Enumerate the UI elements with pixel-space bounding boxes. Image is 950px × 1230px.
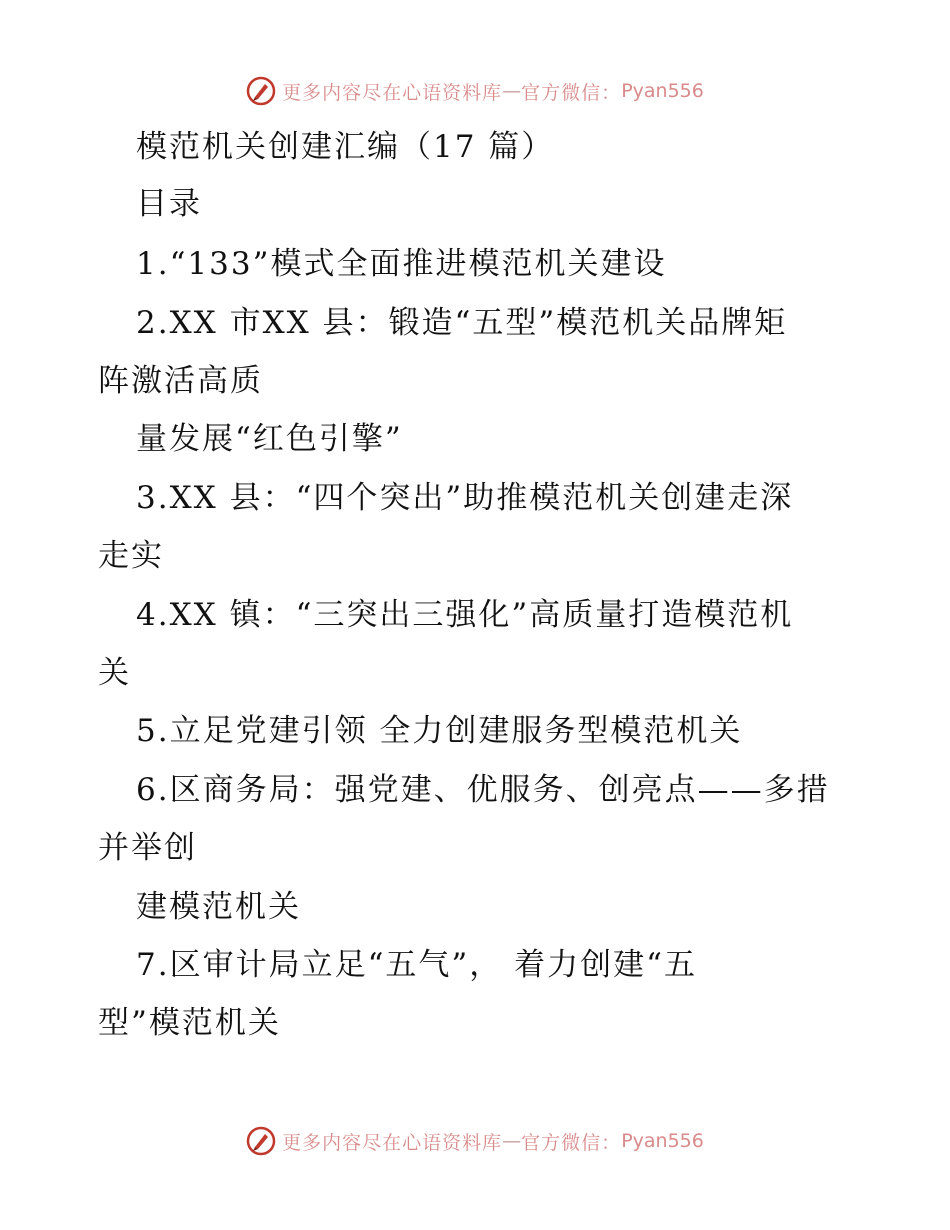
toc-heading: 目录 (136, 186, 202, 222)
watermark-header (0, 74, 950, 108)
toc-item-2-cont: 阵激活高质 (98, 363, 263, 399)
toc-item-4-cont: 关 (98, 655, 131, 691)
watermark-account-id: Pyan556 (621, 80, 704, 102)
toc-item-5: 5.立足党建引领 全力创建服务型模范机关 (136, 713, 743, 749)
watermark-text: 更多内容尽在心语资料库 (282, 1131, 503, 1154)
toc-item-1: 1.“133”模式全面推进模范机关建设 (136, 246, 667, 282)
watermark-account-label: 官方微信： (521, 81, 622, 104)
toc-item-4: 4.XX 镇：“三突出三强化”高质量打造模范机 (136, 597, 794, 633)
watermark-dash: — (502, 80, 522, 102)
toc-item-3: 3.XX 县：“四个突出”助推模范机关创建走深 (136, 480, 794, 516)
watermark-footer (0, 1124, 950, 1158)
toc-item-6: 6.区商务局：强党建、优服务、创亮点——多措 (136, 772, 830, 808)
watermark-text: 更多内容尽在心语资料库 (282, 81, 503, 104)
toc-item-2-cont2: 量发展“红色引擎” (136, 421, 403, 457)
watermark-account-id: Pyan556 (621, 1130, 704, 1152)
watermark-account-label: 官方微信： (521, 1131, 622, 1154)
watermark-dash: — (502, 1130, 522, 1152)
toc-item-3-cont: 走实 (98, 538, 164, 574)
toc-item-6-cont2: 建模范机关 (136, 889, 301, 925)
toc-item-7: 7.区审计局立足“五气”， 着力创建“五 (136, 947, 697, 983)
document-title: 模范机关创建汇编（17 篇） (136, 129, 555, 165)
pen-logo-icon (246, 76, 276, 106)
toc-item-7-cont: 型”模范机关 (98, 1005, 281, 1041)
toc-item-2: 2.XX 市XX 县：锻造“五型”模范机关品牌矩 (136, 305, 788, 341)
pen-logo-icon (246, 1126, 276, 1156)
toc-item-6-cont: 并举创 (98, 830, 197, 866)
